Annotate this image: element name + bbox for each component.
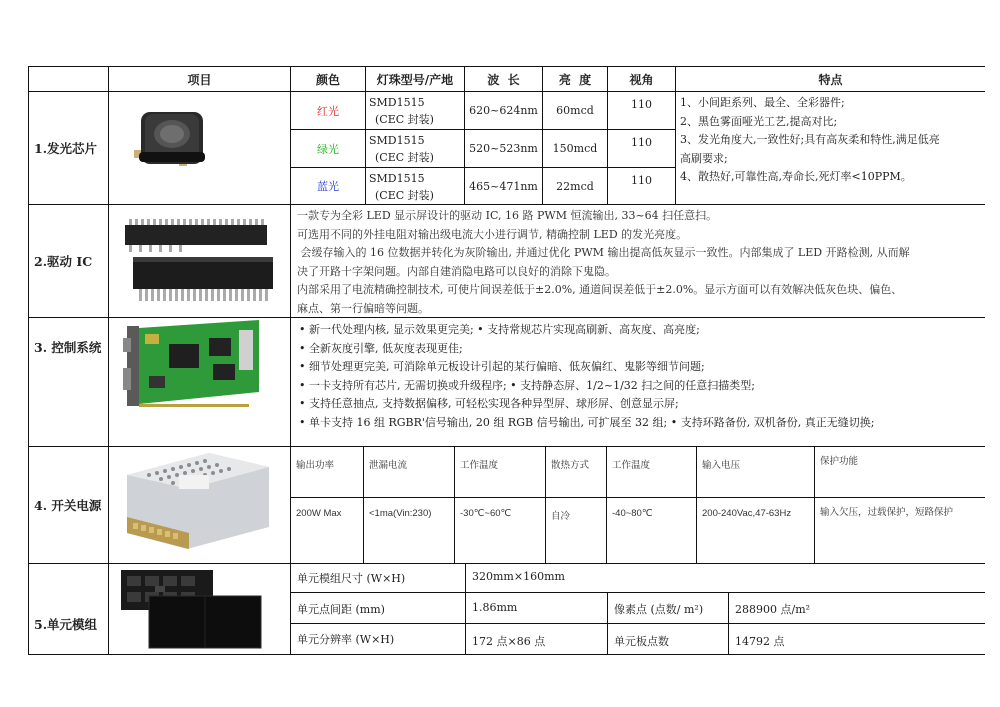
chip-model-red-name: SMD1515 — [369, 96, 425, 109]
driver-line-3: 会缓存输入的 16 位数据并转化为灰阶输出, 并通过优化 PWM 输出提高低灰显示一致性。内部集成了 LED 开路检测, 从而解 — [297, 246, 910, 259]
chip-color-green-label: 绿光 — [317, 142, 339, 156]
header-blank-cell — [28, 66, 109, 92]
section-title-chip: 1.发光芯片 — [28, 91, 109, 205]
chip-features — [675, 91, 985, 205]
chip-model-green-name: SMD1515 — [369, 134, 425, 147]
control-line-5: • 支持任意抽点, 支持数据偏移, 可轻松实现各种异型屏、球形屏、创意显示屏; — [299, 397, 679, 411]
module-density-value: 288900 点/m² — [728, 592, 985, 624]
led-module-image — [109, 564, 290, 654]
power-value-leakage: <1ma(Vin:230) — [363, 497, 455, 564]
led-chip-image — [109, 92, 290, 204]
chip-color-blue-label: 蓝光 — [317, 180, 339, 193]
module-pitch-label: 单元点间距 (mm) — [290, 592, 466, 624]
control-image-cell — [108, 317, 291, 447]
control-features — [290, 317, 985, 447]
power-header-cooling: 散热方式 — [545, 446, 607, 498]
driver-ic-image — [109, 205, 290, 317]
chip-brightness-blue: 22mcd — [542, 167, 608, 205]
driver-line-4: 决了开路十字架问题。内部自建消隐电路可以良好的消除下鬼隐。 — [297, 264, 616, 278]
chip-model-blue-name: SMD1515 — [369, 172, 425, 185]
header-lamp-model: 灯珠型号/产地 — [365, 66, 465, 92]
module-dots-label: 单元板点数 — [607, 623, 729, 655]
chip-model-blue — [365, 167, 465, 205]
module-resolution-value: 172 点×86 点 — [465, 623, 608, 655]
driver-line-6: 麻点、第一行偏暗等问题。 — [297, 301, 429, 315]
driver-line-5: 内部采用了电流精确控制技术, 可使片间误差低于±2.0%, 通道间误差低于±2.0%。显示方面可以有效解决低灰色块、偏色、 — [297, 283, 903, 296]
module-image-cell — [108, 563, 291, 655]
module-density-label: 像素点 (点数/ m²) — [607, 592, 729, 624]
chip-feature-3-cont: 高刷要求; — [680, 151, 728, 165]
driver-line-1: 一款专为全彩 LED 显示屏设计的驱动 IC, 16 路 PWM 恒流输出, 33~64 扫任意扫。 — [297, 209, 718, 222]
header-item: 项目 — [108, 66, 291, 92]
section-title-module: 5.单元模组 — [28, 563, 109, 655]
chip-model-blue-origin: (CEC 封装) — [375, 189, 434, 202]
power-value-storage-temp: -40~80℃ — [606, 497, 697, 564]
chip-brightness-red: 60mcd — [542, 91, 608, 130]
control-line-6: • 单卡支持 16 组 RGBR'信号输出, 20 组 RGB 信号输出, 可扩展至 32 组; • 支持环路备份, 双机备份, 真正无缝切换; — [299, 415, 875, 429]
power-header-input-voltage: 输入电压 — [696, 446, 815, 498]
chip-feature-4: 4、散热好,可靠性高,寿命长,死灯率<10PPM。 — [680, 170, 912, 183]
control-card-image — [109, 318, 290, 446]
chip-model-green — [365, 129, 465, 168]
chip-feature-2: 2、黑色雾面哑光工艺,提高对比; — [680, 114, 838, 128]
power-value-cooling: 自冷 — [545, 497, 607, 564]
chip-model-red — [365, 91, 465, 130]
power-supply-image — [109, 447, 290, 563]
chip-color-blue — [290, 167, 366, 205]
chip-wavelength-green: 520~523nm — [464, 129, 543, 168]
chip-image-cell — [108, 91, 291, 205]
chip-wavelength-red: 620~624nm — [464, 91, 543, 130]
driver-line-2: 可选用不同的外挂电阻对输出级电流大小进行调节, 精确控制 LED 的发光亮度。 — [297, 227, 688, 241]
chip-model-green-origin: (CEC 封装) — [375, 151, 434, 164]
power-header-work-temp: 工作温度 — [454, 446, 546, 498]
chip-wavelength-blue: 465~471nm — [464, 167, 543, 205]
header-color: 颜色 — [290, 66, 366, 92]
section-title-driver: 2.驱动 IC — [28, 204, 109, 318]
section-title-control: 3. 控制系统 — [28, 317, 109, 447]
chip-feature-1: 1、小间距系列、最全、全彩器件; — [680, 96, 845, 109]
chip-feature-3: 3、发光角度大,一致性好;具有高灰柔和特性,满足低亮 — [680, 133, 940, 146]
control-line-4: • 一卡支持所有芯片, 无需切换或升级程序; • 支持静态屏、1/2~1/32 扫之间的任意扫描类型; — [299, 378, 755, 392]
power-header-output: 输出功率 — [290, 446, 364, 498]
module-pitch-value: 1.86mm — [465, 592, 608, 624]
chip-angle-green: 110 — [607, 129, 676, 168]
power-header-leakage: 泄漏电流 — [363, 446, 455, 498]
power-value-input-voltage: 200-240Vac,47-63Hz — [696, 497, 815, 564]
power-value-protection: 输入欠压，过载保护，短路保护 — [814, 497, 985, 564]
control-line-2: • 全新灰度引擎, 低灰度表现更佳; — [299, 341, 463, 355]
chip-color-green — [290, 129, 366, 168]
header-view-angle: 视角 — [607, 66, 676, 92]
control-line-3: • 细节处理更完美, 可消除单元板设计引起的某行偏暗、低灰偏红、鬼影等细节问题; — [299, 360, 705, 374]
chip-angle-red: 110 — [607, 91, 676, 130]
chip-model-red-origin: (CEC 封装) — [375, 113, 434, 126]
driver-description — [290, 204, 985, 318]
chip-angle-blue: 110 — [607, 167, 676, 205]
header-brightness: 亮 度 — [542, 66, 608, 92]
power-value-output: 200W Max — [290, 497, 364, 564]
header-features: 特点 — [675, 66, 985, 92]
power-header-protection: 保护功能 — [814, 446, 985, 498]
module-size-value: 320mm×160mm — [465, 563, 985, 593]
module-resolution-label: 单元分辨率 (W×H) — [290, 623, 466, 655]
power-header-storage-temp: 工作温度 — [606, 446, 697, 498]
power-value-work-temp: -30℃~60℃ — [454, 497, 546, 564]
chip-brightness-green: 150mcd — [542, 129, 608, 168]
module-dots-value: 14792 点 — [728, 623, 985, 655]
control-line-1: • 新一代处理内核, 显示效果更完美; • 支持常规芯片实现高刷新、高灰度、高亮度; — [299, 323, 700, 336]
driver-image-cell — [108, 204, 291, 318]
section-title-power: 4. 开关电源 — [28, 446, 109, 564]
power-image-cell — [108, 446, 291, 564]
chip-color-red-label: 红光 — [317, 104, 339, 118]
chip-color-red — [290, 91, 366, 130]
module-size-label: 单元模组尺寸 (W×H) — [290, 563, 466, 593]
header-wavelength: 波 长 — [464, 66, 543, 92]
